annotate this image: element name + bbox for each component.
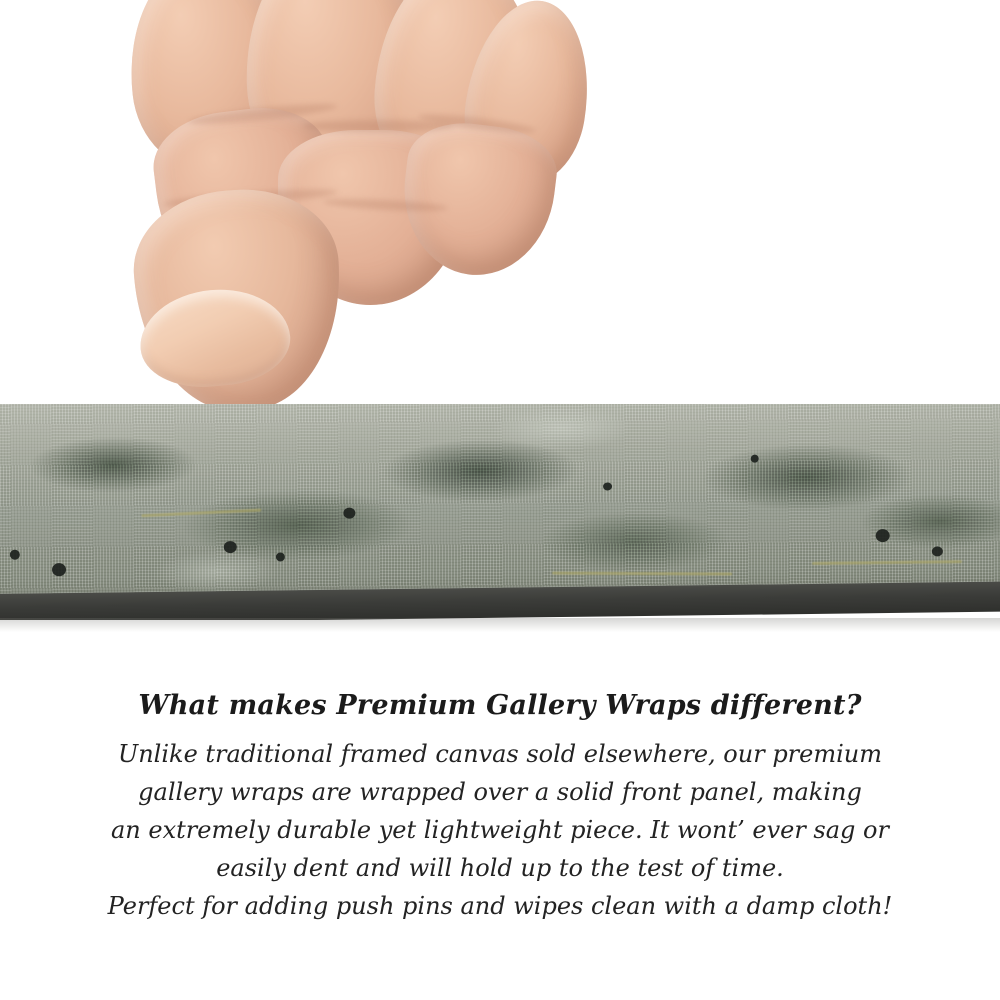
canvas-speck [10, 550, 20, 560]
hand-illustration [118, 0, 558, 430]
caption-line: Unlike traditional framed canvas sold elsewhere, our premium [117, 740, 882, 768]
canvas-speck [876, 529, 890, 542]
canvas-speck [52, 563, 66, 576]
caption-line: easily dent and will hold up to the test of time. [216, 854, 784, 882]
caption-block [0, 690, 1000, 925]
canvas-speck [343, 508, 355, 519]
caption-line: gallery wraps are wrapped over a solid front panel, making [138, 778, 862, 806]
canvas-weave-texture [0, 404, 1000, 612]
canvas-speck [603, 482, 612, 490]
caption-line: Perfect for adding push pins and wipes clean with a damp cloth! [107, 892, 893, 920]
canvas-speck [224, 541, 237, 553]
canvas-speck [751, 455, 759, 463]
caption-heading: What makes Premium Gallery Wraps different? [138, 690, 862, 721]
canvas-speck [276, 552, 285, 561]
canvas-wrap-edge [0, 404, 1000, 620]
canvas-printed-surface [0, 404, 1000, 612]
canvas-speck [932, 546, 943, 556]
caption-line: an extremely durable yet lightweight piece. It wont’ ever sag or [111, 816, 889, 844]
knuckle-crease [303, 120, 453, 132]
canvas-drop-shadow [0, 618, 1000, 632]
